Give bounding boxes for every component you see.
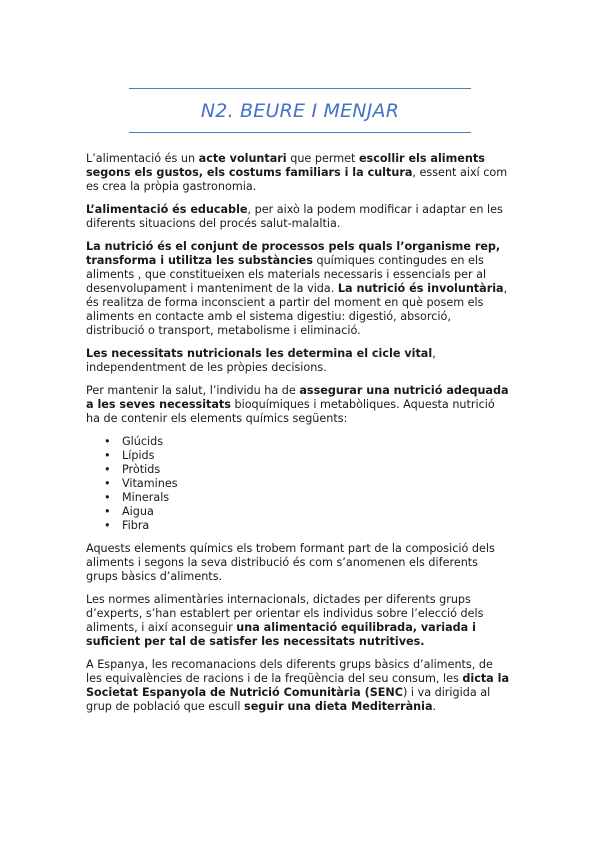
bold-text-segment: assegurar una nutrició adequada a les seves necessitats xyxy=(86,384,509,411)
bold-text-segment: acte voluntari xyxy=(198,152,287,165)
list-item xyxy=(86,505,512,519)
bullet-icon: • xyxy=(104,449,111,462)
list-item-label: Glúcids xyxy=(122,435,164,448)
text-segment: , independentment de les pròpies decisions. xyxy=(86,347,436,374)
title-rule-top xyxy=(129,88,471,89)
bold-text-segment: seguir una dieta Mediterrània xyxy=(244,700,433,713)
bold-text-segment: La nutrició és involuntària xyxy=(337,282,504,295)
bold-text-segment: dicta la Societat Espanyola de Nutrició Comunitària (SENC xyxy=(86,672,510,699)
text-segment: Aquests elements químics els trobem formant part de la composició dels aliments i segons la seva distribució és com s’anomenen els diferents grups bàsics d’aliments. xyxy=(86,542,495,583)
paragraph-normes-alimentaries xyxy=(86,593,512,649)
list-item-label: Fibra xyxy=(122,519,150,532)
paragraph-senc xyxy=(86,658,512,714)
document-body xyxy=(86,152,512,723)
text-segment: químiques contingudes en els aliments , que constitueixen els materials necessaris i essencials per al desenvolupament i manteniment de la vida. xyxy=(86,254,487,295)
bullet-icon: • xyxy=(104,505,111,518)
list-item-label: Aigua xyxy=(122,505,154,518)
page-title: N2. BEURE I MENJAR xyxy=(200,100,400,122)
paragraph-mantenir-salut xyxy=(86,384,512,426)
text-segment: Les normes alimentàries internacionals, dictades per diferents grups d’experts, s’han establert per orientar els individus sobre l’elecció dels aliments, i així aconseguir xyxy=(86,593,484,634)
chemical-elements-list xyxy=(86,435,512,533)
text-segment: que permet xyxy=(286,152,359,165)
list-item xyxy=(86,477,512,491)
paragraph-alimentacio-voluntaria xyxy=(86,152,512,194)
text-segment: A Espanya, les recomanacions dels diferents grups bàsics d’aliments, de les equivalències de racions i de la freqüència del seu consum, les xyxy=(86,658,493,685)
paragraph-necessitats-nutricionals xyxy=(86,347,512,375)
title-block xyxy=(129,88,471,133)
text-segment: bioquímiques i metabòliques. Aquesta nutrició ha de contenir els elements químics següents: xyxy=(86,398,495,425)
bold-text-segment: L’alimentació és educable xyxy=(86,203,248,216)
list-item-label: Vitamines xyxy=(122,477,178,490)
list-item-label: Lípids xyxy=(122,449,155,462)
text-segment: Per mantenir la salut, l’individu ha de xyxy=(86,384,300,397)
bullet-icon: • xyxy=(104,491,111,504)
text-segment: L’alimentació és un xyxy=(86,152,199,165)
text-segment: , per això la podem modificar i adaptar en les diferents situacions del procés salut-malaltia. xyxy=(86,203,503,230)
bullet-icon: • xyxy=(104,463,111,476)
list-item xyxy=(86,463,512,477)
bullet-icon: • xyxy=(104,435,111,448)
text-segment: , essent així com es crea la pròpia gastronomia. xyxy=(86,166,508,193)
bold-text-segment: una alimentació equilibrada, variada i suficient per tal de satisfer les necessitats nutritives. xyxy=(86,621,476,648)
list-item xyxy=(86,491,512,505)
list-item-label: Pròtids xyxy=(122,463,161,476)
paragraph-alimentacio-educable xyxy=(86,203,512,231)
bullet-icon: • xyxy=(104,477,111,490)
bold-text-segment: escollir els aliments segons els gustos, els costums familiars i la cultura xyxy=(86,152,485,179)
list-item-label: Minerals xyxy=(122,491,170,504)
bold-text-segment: La nutrició és el conjunt de processos pels quals l’organisme rep, transforma i utilitza les substàncies xyxy=(86,240,501,267)
text-segment: , és realitza de forma inconscient a partir del moment en què posem els aliments en contacte amb el sistema digestiu: digestió, absorció, distribució o transport, metabolisme i eliminació. xyxy=(86,282,508,337)
title-rule-bottom xyxy=(129,132,471,133)
bullet-icon: • xyxy=(104,519,111,532)
paragraph-grups-aliments xyxy=(86,542,512,584)
text-segment: ) i va dirigida al grup de població que escull xyxy=(86,686,491,713)
text-segment: . xyxy=(432,700,437,713)
list-item xyxy=(86,519,512,533)
list-item xyxy=(86,449,512,463)
list-item xyxy=(86,435,512,449)
bold-text-segment: Les necessitats nutricionals les determina el cicle vital xyxy=(86,347,433,360)
paragraph-definicio-nutricio xyxy=(86,240,512,338)
